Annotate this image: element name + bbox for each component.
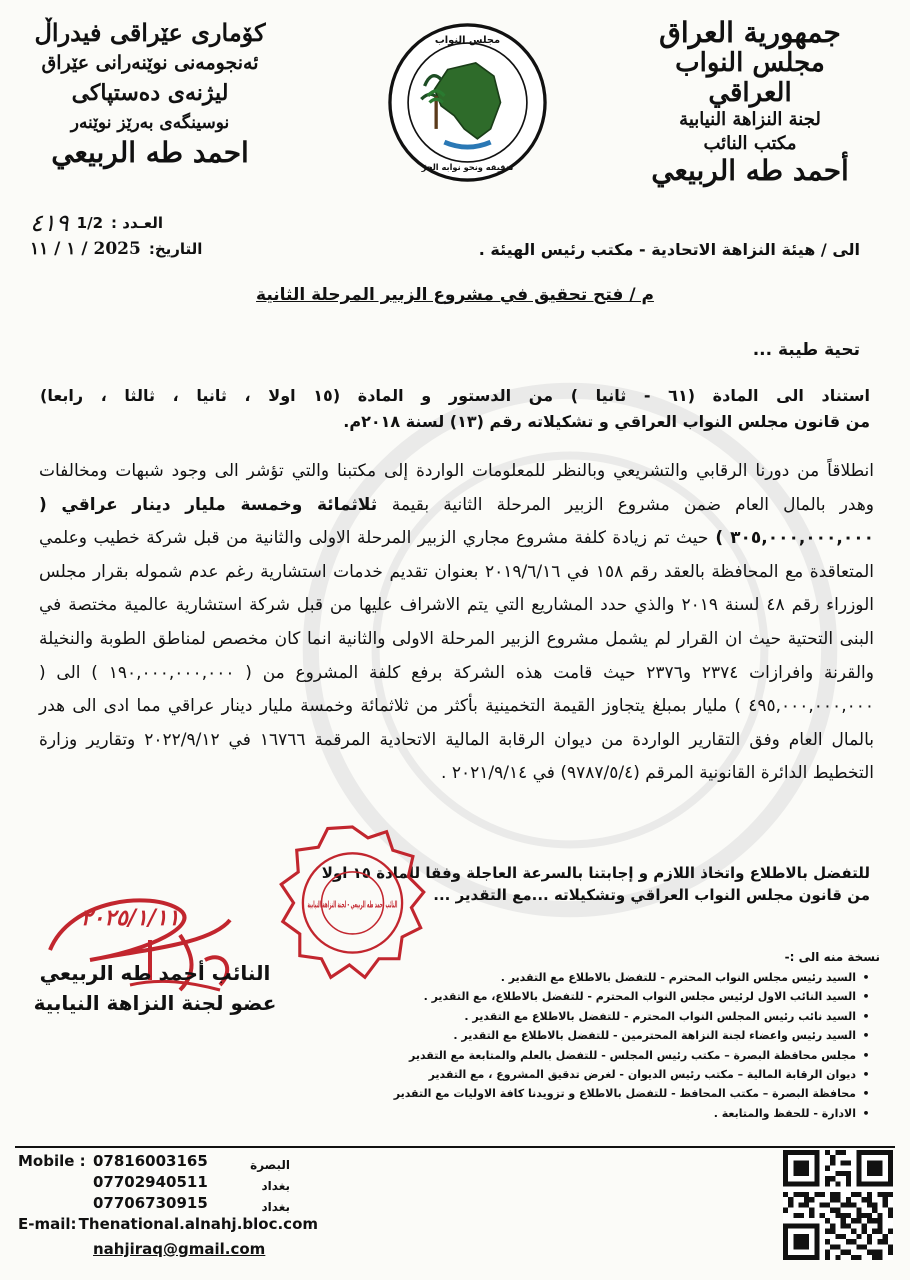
body-text-part2: حيث تم زيادة كلفة مشروع مجاري الزبير المرحلة الاولى والثانية من قبل شركة خطيب وعلمي المتعاقدة مع المحافظة بالعقد رقم ١٥٨ في ٢٠١٩/٦/١٦ بعنوان تقديم خدمات استشارية رغم عدم شموله بقرار مجلس الوزراء رقم ٤٨ لسنة ٢٠١٩ والذي حدد المشاريع التي يتم الاشراف عليها من قبل شركة استشارية عالمية مختصة في البنى التحتية حيث ان القرار لم يشمل مشروع الزبير المرحلة الاولى والثانية انما كان مخصص لمناطق الطوبة والنخيلة والقرنة وافرازات ٢٣٧٤ و٢٣٧٦ حيث قامت هذه الشركة برفع كلفة المشروع من ( ١٩٠,٠٠٠,٠٠٠,٠٠٠ ) الى ( ٤٩٥,٠٠٠,٠٠٠,٠٠٠ ) مليار بمبلغ يتجاوز القيمة التخمينية بأكثر من ثلاثمائة وخمسة مليار دينار عراقي مما ادى الى هدر بالمال العام وفق التقارير الواردة من ديوان الرقابة المالية الاتحادية المرقمة ١٦٧٦٦ في ٢٠٢٢/٩/١٢ وتقارير وزارة التخطيط الدائرة القانونية المرقم (٩٧٨٧/٥/٤) في ٢٠٢١/٩/١٤ . [39, 528, 875, 784]
letterhead-left [20, 18, 280, 168]
addressee: الى / هيئة النزاهة الاتحادية - مكتب رئيس الهيئة . [478, 240, 860, 259]
letterhead-right-line: جمهورية العراق [659, 16, 841, 49]
official-stamp-icon [275, 822, 514, 987]
cc-item-text: الادارة - للحفظ والمتابعة . [713, 1106, 856, 1120]
city-label: البصرة [250, 1158, 290, 1172]
cc-title: نسخة منه الى :- [784, 950, 880, 964]
cc-item: • السيد رئيس واعضاء لجنة النزاهة المحترمين - للتفضل بالاطلاع مع التقدير . [310, 1026, 870, 1045]
letterhead-right-line: أحمد طه الربيعي [651, 154, 849, 187]
phone-number[interactable]: 07816003165 [93, 1152, 208, 1170]
reference-number-value: 1/2 [76, 214, 104, 232]
signatory-block [20, 958, 290, 1018]
seal-top-text: مجلس النواب [434, 35, 501, 47]
reference-number-label: العـدد : [111, 214, 163, 232]
cc-item: • محافظة البصرة – مكتب المحافظ - للتفضل بالاطلاع و تزويدنا كافة الاوليات مع التقدير [310, 1084, 870, 1103]
signature-date-handwritten: ٢٠٢٥/١/١١ [80, 905, 180, 931]
cc-list [310, 968, 870, 1123]
letterhead-left-line: نوسینگەی بەرێز نوێنەر [70, 113, 230, 133]
closing-line: من قانون مجلس النواب العراقي وتشكيلاته ...مع التقدير ... [433, 886, 870, 904]
cc-item: • ديوان الرقابة المالية – مكتب رئيس الديوان - لغرض تدقيق المشروع ، مع التقدير [310, 1065, 870, 1084]
email-address-gmail[interactable]: nahjiraq@gmail.com [93, 1240, 266, 1258]
parliament-seal-icon [385, 20, 550, 185]
cc-item: • مجلس محافظة البصرة – مكتب رئيس المجلس - للتفضل بالعلم والمتابعة مع التقدير [310, 1046, 870, 1065]
cc-item: • السيد النائب الاول لرئيس مجلس النواب المحترم - للتفضل بالاطلاع، مع التقدير . [310, 987, 870, 1006]
cc-item-text: السيد رئيس مجلس النواب المحترم - للتفضل بالاطلاع مع التقدير . [500, 971, 856, 984]
reference-date-label: التاريخ: [148, 240, 203, 258]
footer-cities [230, 1155, 290, 1218]
cc-item: • السيد رئيس مجلس النواب المحترم - للتفضل بالاطلاع مع التقدير . [310, 968, 870, 987]
qr-code-icon[interactable] [783, 1150, 893, 1260]
body-paragraph [39, 455, 874, 791]
footer-divider [15, 1146, 895, 1148]
reference-number-handwritten: ٤١٩ [30, 209, 69, 237]
letterhead-right-line: مكتب النائب [703, 133, 797, 154]
reference-block [30, 210, 220, 262]
seal-bottom-text: تدقيقه ونحو نوابه الحرّ [421, 162, 514, 173]
mobile-label: Mobile : [18, 1152, 86, 1170]
cc-item-text: ديوان الرقابة المالية – مكتب رئيس الديوان - لغرض تدقيق المشروع ، مع التقدير [428, 1068, 856, 1082]
letterhead-left-line: احمد طه الربيعي [51, 136, 249, 169]
greeting: تحية طيبة ... [752, 340, 860, 360]
cc-item-text: السيد نائب رئيس المجلس النواب المحترم - للتفضل بالاطلاع مع التقدير . [464, 1009, 856, 1023]
letterhead-left-line: كۆماری عێراقی فیدراڵ [34, 18, 266, 47]
cc-item-text: مجلس محافظة البصرة – مكتب رئيس المجلس - للتفضل بالعلم والمتابعة مع التقدير [408, 1048, 856, 1062]
letterhead-right [640, 18, 860, 186]
body-text-part1: انطلاقاً من دورنا الرقابي والتشريعي وبالنظر للمعلومات الواردة إلى مكتبنا والتي تؤشر الى وجود شبهات ومخالفات وهدر بالمال العام ضمن مشروع الزبير المرحلة الثانية بقيمة [39, 461, 875, 515]
email-address[interactable]: Thenational.alnahj.bloc.com [78, 1215, 318, 1233]
city-label: بغداد [261, 1179, 290, 1193]
cc-item: • الادارة - للحفظ والمتابعة . [310, 1104, 870, 1123]
cc-item: • السيد نائب رئيس المجلس النواب المحترم - للتفضل بالاطلاع مع التقدير . [310, 1007, 870, 1026]
letterhead-right-line: مجلس النواب العراقي [675, 48, 825, 108]
cc-item-text: السيد رئيس واعضاء لجنة النزاهة المحترمين - للتفضل بالاطلاع مع التقدير . [453, 1029, 856, 1043]
signatory-title: عضو لجنة النزاهة النيابية [33, 991, 277, 1015]
letterhead-left-line: ئەنجومەنی نوێنەرانی عێراق [41, 52, 259, 74]
city-label: بغداد [261, 1200, 290, 1214]
email-label: E-mail: [18, 1215, 77, 1233]
phone-number[interactable]: 07702940511 [93, 1173, 208, 1191]
subject-line [0, 285, 910, 305]
signatory-name: النائب أحمد طه الربيعي [39, 961, 271, 985]
letterhead-left-line: لیژنەی دەستپاکی [71, 80, 229, 106]
phone-number[interactable]: 07706730915 [93, 1194, 208, 1212]
stamp-text: النائب أحمد طه الربيعي - لجنة النزاهة النيابية [307, 899, 514, 911]
reference-date-value: 2025 / ١ / ١١ [30, 239, 141, 259]
legal-basis-line: من قانون مجلس النواب العراقي و تشكيلاته رقم (١٣) لسنة ٢٠١٨م. [343, 412, 870, 431]
letterhead-right-line: لجنة النزاهة النيابية [679, 109, 821, 130]
closing-line: للتفضل بالاطلاع واتخاذ اللازم و إجابتنا بالسرعة العاجلة وفقا للمادة ١٥ اولا [321, 864, 870, 882]
cc-item-text: محافظة البصرة – مكتب المحافظ - للتفضل بالاطلاع و تزويدنا كافة الاوليات مع التقدير [393, 1087, 856, 1101]
subject-text: م / فتح تحقيق في مشروع الزبير المرحلة الثانية [256, 285, 654, 305]
body-amount-bold: ثلاثمائة وخمسة مليار دينار عراقي ( ٣٠٥,٠٠٠,٠٠٠,٠٠٠ ) [39, 494, 874, 549]
legal-basis-line: استناد الى المادة (٦١ - ثانيا ) من الدستور و المادة (١٥ اولا ، ثانيا ، ثالثا ، رابعا) [40, 386, 871, 405]
cc-item-text: السيد النائب الاول لرئيس مجلس النواب المحترم - للتفضل بالاطلاع، مع التقدير . [423, 990, 856, 1004]
legal-basis [40, 383, 870, 435]
